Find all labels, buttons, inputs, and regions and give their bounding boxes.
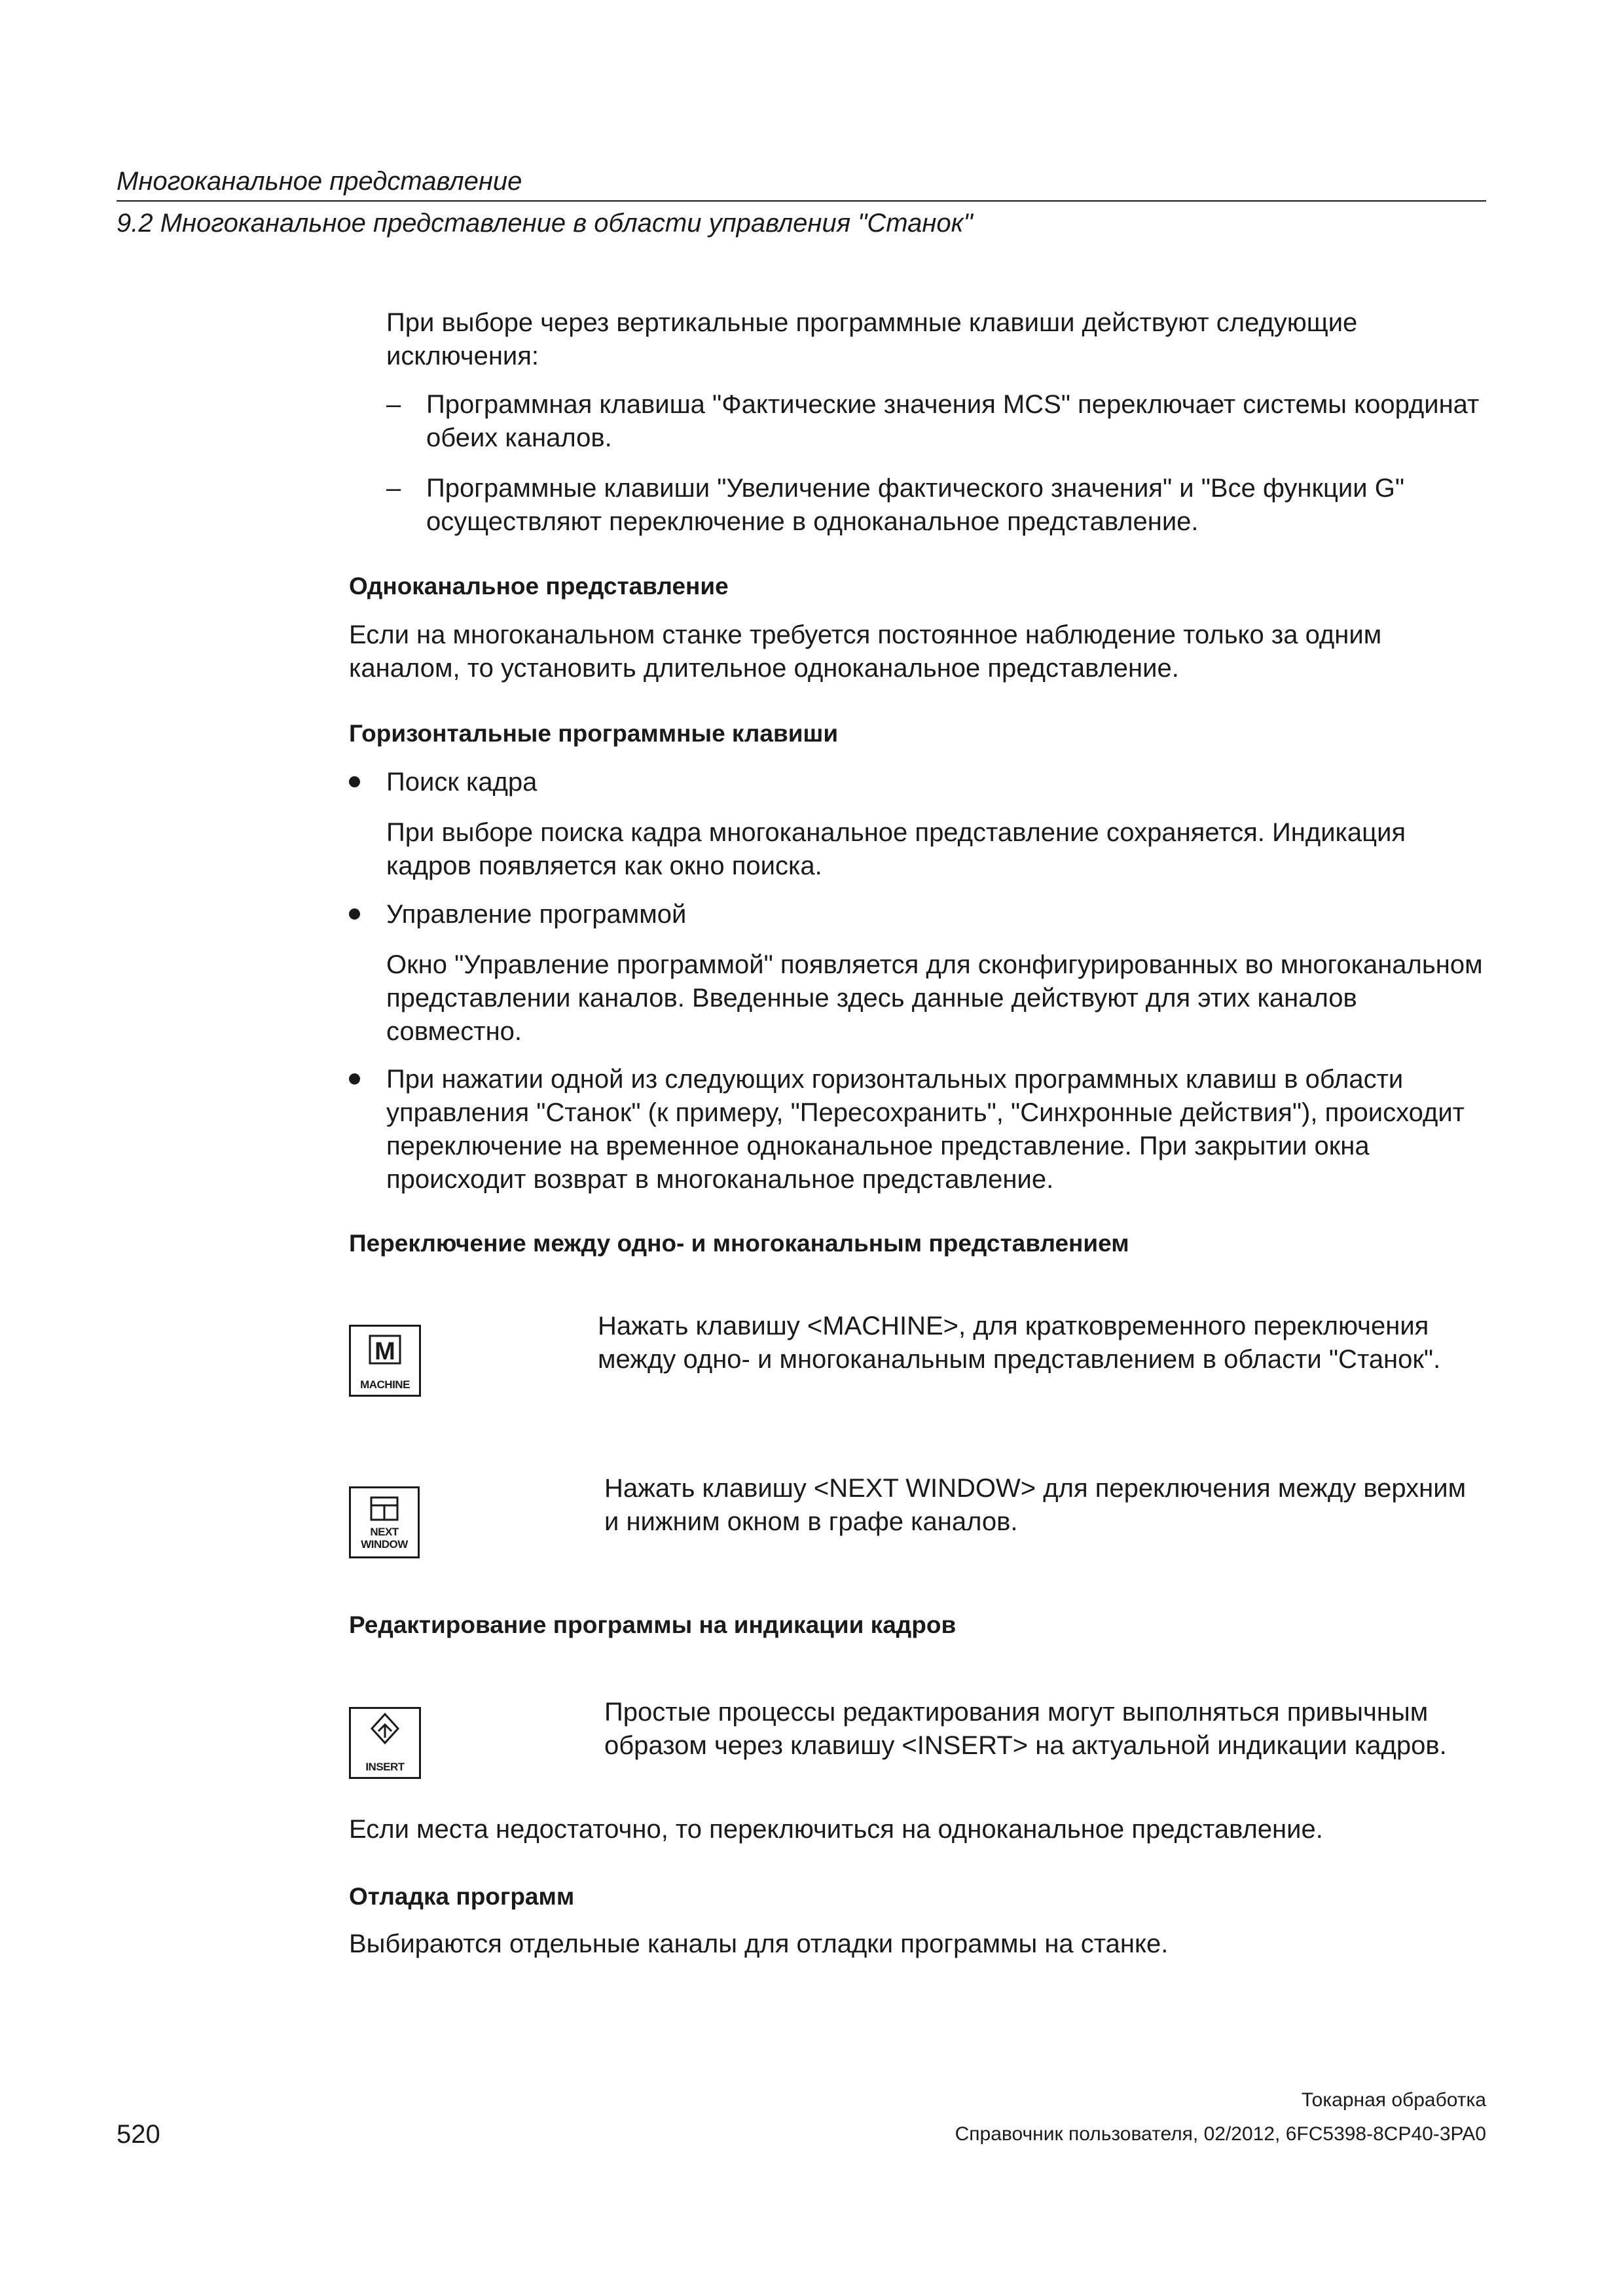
bullet-list-item: [349, 766, 1486, 799]
bullet-list-item: [349, 898, 1486, 931]
running-header-subtitle: 9.2 Многоканальное представление в области управления "Станок": [117, 209, 973, 238]
bullet-item-title: При нажатии одной из следующих горизонтальных программных клавиш в области управления "Станок" (к примеру, "Пересохранить", "Синхронные действия"), происходит переключение на временное одноканальное представление. При закрытии окна происходит возврат в многоканальное представление.: [386, 1065, 1465, 1194]
next-window-key-description: Нажать клавишу <NEXT WINDOW> для переключения между верхним и нижним окном в графе каналов.: [604, 1474, 1467, 1536]
machine-key-icon: [349, 1325, 421, 1397]
bullet-list-item: [349, 1063, 1486, 1196]
window-glyph: [351, 1488, 418, 1528]
insert-key-label: INSERT: [365, 1761, 405, 1773]
insert-glyph: [351, 1709, 419, 1755]
bullet-item-title: Управление программой: [386, 900, 687, 929]
debugging-paragraph: Выбираются отдельные каналы для отладки программы на станке.: [349, 1929, 1169, 1958]
svg-text:M: M: [374, 1338, 395, 1365]
next-window-label-line2: WINDOW: [361, 1538, 408, 1551]
section-heading-editing: Редактирование программы на индикации кадров: [349, 1611, 957, 1638]
editing-note-paragraph: Если места недостаточно, то переключиться на одноканальное представление.: [349, 1815, 1323, 1844]
bullet-marker: [349, 1073, 360, 1085]
section-heading-single-channel: Одноканальное представление: [349, 573, 729, 600]
dash-list-item: [386, 388, 1486, 455]
footer-product: Токарная обработка: [1301, 2089, 1486, 2111]
bullet-marker: [349, 908, 360, 920]
footer-manual-reference: Справочник пользователя, 02/2012, 6FC5398-8CP40-3PA0: [955, 2123, 1486, 2145]
intro-paragraph: При выборе через вертикальные программные клавиши действуют следующие исключения:: [386, 308, 1358, 370]
bullet-item-title: Поиск кадра: [386, 768, 538, 797]
single-channel-paragraph: Если на многоканальном станке требуется постоянное наблюдение только за одним каналом, то установить длительное одноканальное представление.: [349, 620, 1382, 683]
insert-key-description: Простые процессы редактирования могут выполняться привычным образом через клавишу <INSERT> на актуальной индикации кадров.: [604, 1698, 1447, 1760]
next-window-label-line1: NEXT: [370, 1526, 399, 1538]
next-window-key-icon: [349, 1486, 420, 1558]
page-number: 520: [117, 2120, 160, 2149]
machine-key-description: Нажать клавишу <MACHINE>, для кратковременного переключения между одно- и многоканальным представлением в области "Станок".: [598, 1312, 1441, 1374]
dash-item-text: Программные клавиши "Увеличение фактического значения" и "Все функции G" осуществляют переключение в одноканальное представление.: [426, 474, 1405, 536]
dash-list-item: [386, 472, 1486, 539]
insert-key-icon: [349, 1707, 421, 1779]
dash-item-text: Программная клавиша "Фактические значения MCS" переключает системы координат обеих каналов.: [426, 390, 1480, 452]
dash-marker: –: [386, 390, 401, 419]
dash-marker: –: [386, 474, 401, 503]
section-heading-switching: Переключение между одно- и многоканальным представлением: [349, 1230, 1129, 1257]
machine-key-label: MACHINE: [360, 1378, 410, 1391]
section-heading-debugging: Отладка программ: [349, 1883, 575, 1910]
bullet-marker: [349, 776, 360, 787]
header-divider: [117, 200, 1486, 202]
bullet-item-description: При выборе поиска кадра многоканальное представление сохраняется. Индикация кадров появляется как окно поиска.: [386, 818, 1406, 880]
running-header-title: Многоканальное представление: [117, 167, 522, 196]
section-heading-horizontal-softkeys: Горизонтальные программные клавиши: [349, 720, 839, 747]
bullet-item-description: Окно "Управление программой" появляется для сконфигурированных во многоканальном представлении каналов. Введенные здесь данные действуют для этих каналов совместно.: [386, 950, 1483, 1046]
